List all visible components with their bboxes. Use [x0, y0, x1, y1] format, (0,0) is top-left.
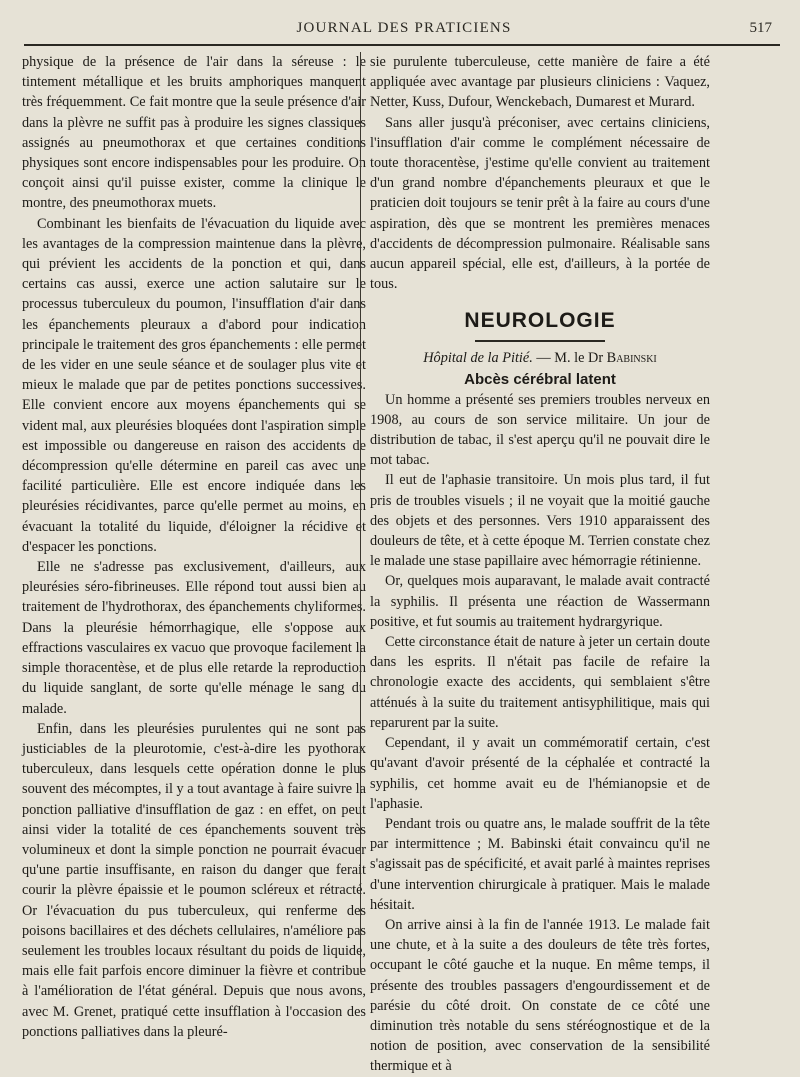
- page-number: 517: [749, 20, 772, 36]
- author-name: Babinski: [606, 350, 657, 367]
- column-divider: [360, 52, 361, 972]
- left-column: [22, 52, 366, 1040]
- section-rule: [475, 340, 605, 342]
- byline-text: — M. le Dr: [532, 350, 607, 367]
- article-title: Abcès cérébral latent: [464, 370, 616, 388]
- paragraph: Enfin, dans les pleurésies purulentes qui ne sont pas justiciables de la pleurotomie, c'est-à-dire les pyothorax tuberculeux, dans lesquels cette opération donne le plus souvent des mécomptes, il y a tout avantage à faire suivre la ponction palliative d'insufflation de gaz : en effet, on peut ainsi vider la totalité de ces épanchements souvent très volumineux et dont la simple ponction ne pourrait évacuer qu'une partie insuffisante, en raison du danger que ferait courir la plèvre épaissie et le poumon scléreux et rétracté. Or l'évacuation du pus tuberculeux, qui renferme des poisons bacillaires et des déchets cellulaires, n'améliore pas seulement les troubles locaux résultant du poids de liquide, mais elle fait parfois encore diminuer la fièvre et contribue à l'amélioration de l'état général. Depuis que nous avons, avec M. Grenet, pratiqué cette insufflation à l'occasion des ponctions palliatives dans la pleuré-: [22, 720, 366, 1040]
- paragraph: Pendant trois ou quatre ans, le malade souffrit de la tête par intermittence ; M. Babinski était convaincu qu'il ne s'agissait pas de spécificité, et avait parlé à maintes reprises d'une intervention chirurgicale à pratiquer. Mais le malade hésitait.: [370, 815, 711, 913]
- journal-title: JOURNAL DES PRATICIENS: [296, 20, 512, 36]
- paragraph: On arrive ainsi à la fin de l'année 1913. Le malade fait une chute, et à la suite a des douleurs de tête très fortes, occupant le côté gauche et la nuque. En même temps, il présente des troubles passagers d'engourdissement et de parésie du côté droit. On constate de ce côté une diminution très notable du sens stéréognostique et de la notion de position, avec conservation de la sensibilité thermique et à: [370, 916, 710, 1075]
- paragraph: Or, quelques mois auparavant, le malade avait contracté la syphilis. Il présenta une réaction de Wassermann positive, et fut soumis au traitement hydrargyrique.: [370, 573, 710, 630]
- paragraph: sie purulente tuberculeuse, cette manière de faire a été appliquée avec avantage par plusieurs cliniciens : Vaquez, Netter, Kuss, Dufour, Wenckebach, Dumarest et Murard.: [370, 54, 710, 111]
- paragraph: Combinant les bienfaits de l'évacuation du liquide avec les avantages de la compression maintenue dans la plèvre, qui prévient les accidents de la ponction et qui, dans certains cas aussi, exerce une action salutaire sur le processus tuberculeux du poumon, l'insufflation d'air dans les épanchements pleuraux a d'abord pour indication principale le traitement des gros épanchements : elle permet de les vider en une seule séance et de soulager plus vite et mieux le malade que par de petites ponctions successives. Elle convient encore aux moyens épanchements qui se vident mal, aux pleurésies bloquées dont l'aspiration simple est impossible ou dangereuse en raison des accidents de décompression qu'elle détermine en pareil cas avec une facilité particulière. Elle est encore indiquée dans les pleurésies récidivantes, parce qu'elle permet au moins, en évacuant la totalité du liquide, d'éloigner la récidive et d'espacer les ponctions.: [22, 215, 366, 555]
- byline: [370, 348, 710, 368]
- paragraph: Elle ne s'adresse pas exclusivement, d'ailleurs, aux pleurésies séro-fibrineuses. Elle répond tout aussi bien au traitement de l'hydrothorax, des épanchements chyliformes. Dans la pleurésie hémorrhagique, elle s'oppose aux effractions vasculaires ex vacuo que provoque facilement la simple thoracentèse, et de plus elle retarde la reproduction du liquide sanglant, de sorte qu'elle ménage le sang du malade.: [22, 559, 366, 717]
- running-head: [28, 20, 780, 40]
- paragraph: Sans aller jusqu'à préconiser, avec certains cliniciens, l'insufflation d'air comme le complément nécessaire de toute thoracentèse, j'estime qu'elle convient au traitement d'un grand nombre d'épanchements pleuraux et que le praticien doit toujours se tenir prêt à la faire au cours d'une aspiration, dès que se montrent les premières menaces d'accidents de décompression pulmonaire. Réalisable sans aucun appareil spécial, elle est, d'ailleurs, à la portée de tous.: [370, 114, 710, 293]
- hospital-name: Hôpital de la Pitié.: [423, 350, 533, 367]
- section-heading: NEUROLOGIE: [464, 309, 616, 333]
- paragraph: Cependant, il y avait un commémoratif certain, c'est qu'avant d'avoir présenté de la céphalée et contracté la syphilis, cet homme avait eu de l'hémianopsie et de l'aphasie.: [370, 735, 710, 812]
- right-column: [370, 52, 711, 1075]
- header-rule: [24, 44, 780, 46]
- paragraph: Cette circonstance était de nature à jeter un certain doute dans les esprits. Il n'était pas facile de refaire la chronologie exacte des accidents, qui semblaient s'être atténués à la suite du traitement antisyphilitique, mais qui reparurent par la suite.: [370, 634, 710, 731]
- paragraph: Un homme a présenté ses premiers troubles nerveux en 1908, au cours de son service militaire. Un jour de distribution de tabac, il s'est aperçu qu'il ne pouvait dire le mot tabac.: [370, 391, 710, 469]
- paragraph: Il eut de l'aphasie transitoire. Un mois plus tard, il fut pris de troubles visuels ; il ne voyait que la moitié gauche des objets et des personnes. Vers 1910 apparaissent des douleurs de tête, et à cette époque M. Terrien constate chez le malade une stase papillaire avec hémorragie rétinienne.: [370, 472, 710, 570]
- paragraph: physique de la présence de l'air dans la séreuse : le tintement métallique et les bruits amphoriques manquent très fréquemment. Ce fait montre que la seule présence d'air dans la plèvre ne suffit pas à produire les signes classiques assignés au pneumothorax et que certaines conditions physiques sont encore indispensables pour les produire. On conçoit ainsi qu'il puisse exister, comme la clinique le montre, des pneumothorax muets.: [22, 54, 366, 212]
